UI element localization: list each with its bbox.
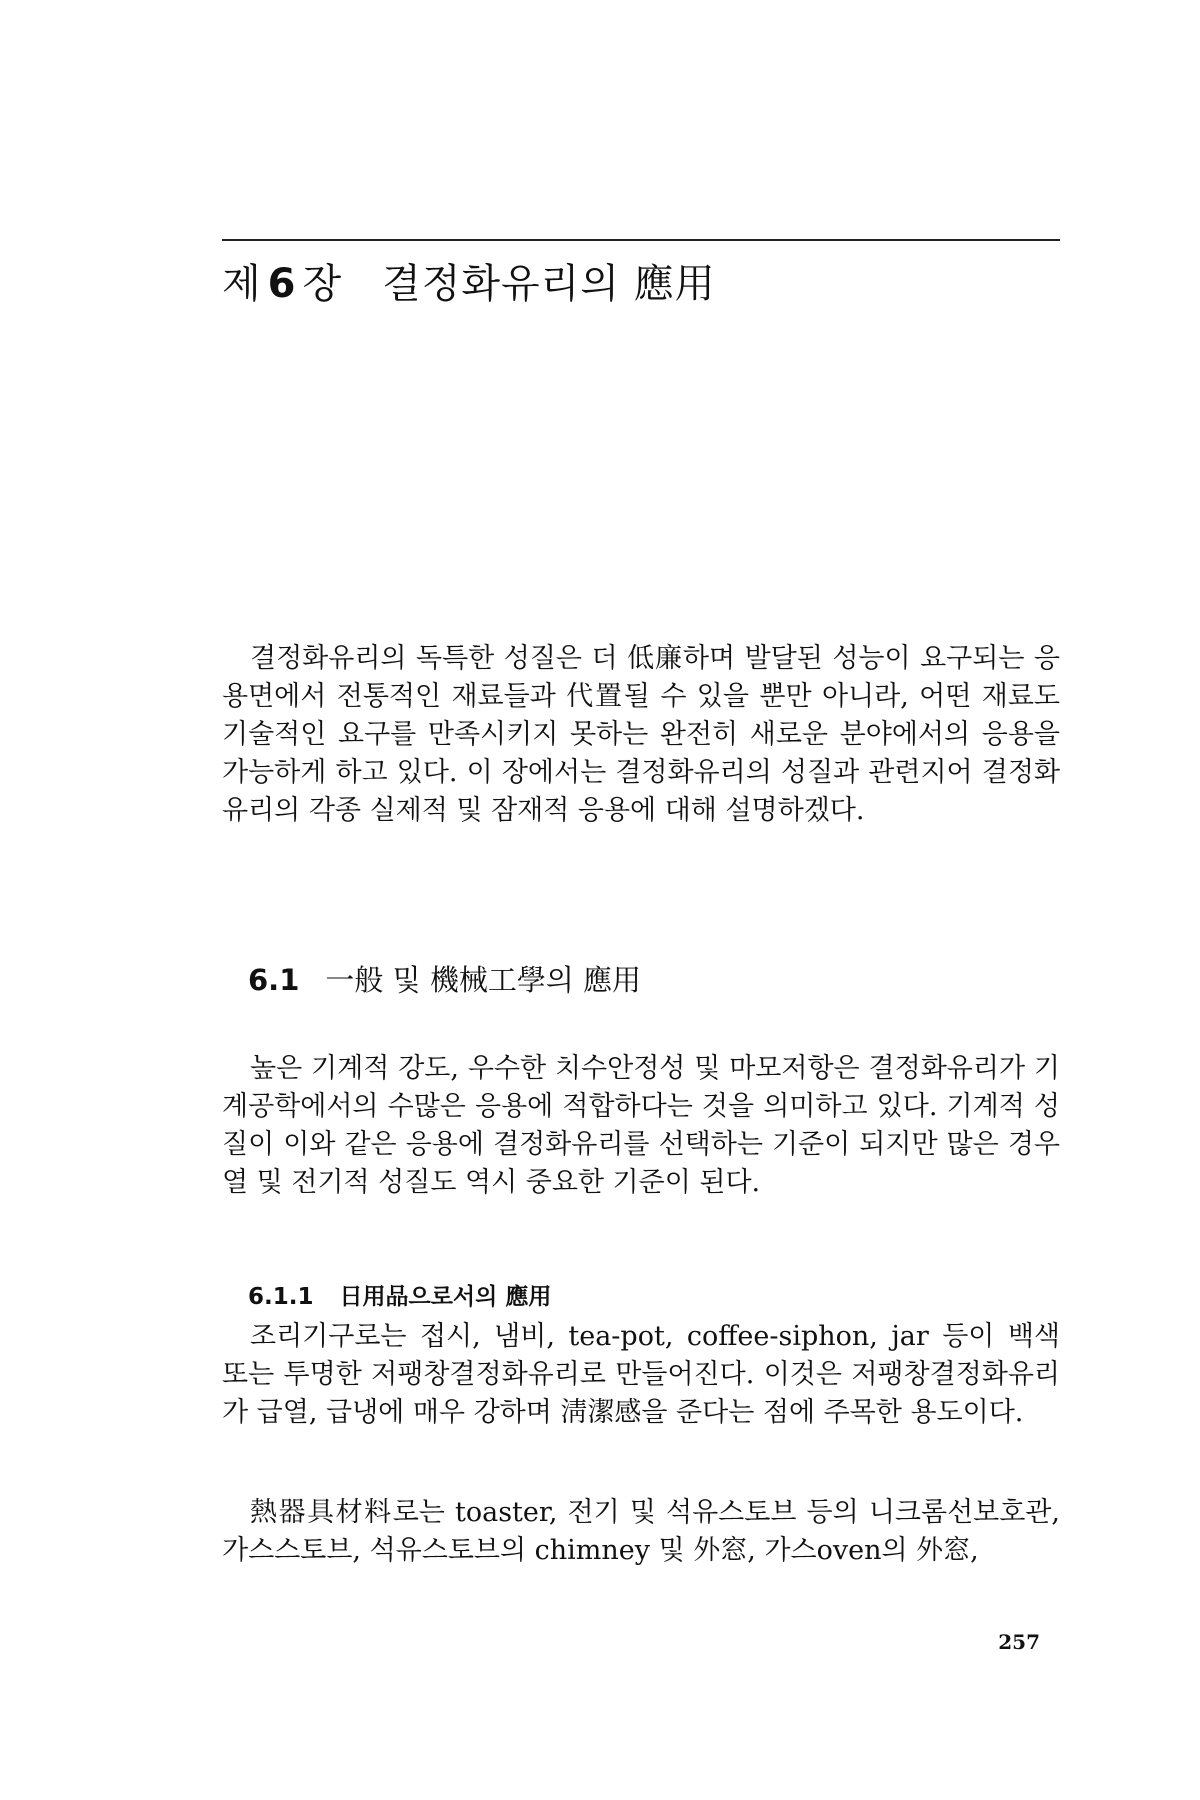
section-6-1-1-heading <box>248 1278 551 1311</box>
section-6-1-title: 一般 및 機械工學의 應用 <box>325 963 642 997</box>
chapter-suffix: 장 <box>302 261 343 307</box>
section-6-1-1-number: 6.1.1 <box>248 1284 314 1310</box>
chapter-heading <box>222 252 716 309</box>
chapter-top-rule <box>222 239 1060 241</box>
section-6-1-1-paragraph-1: 조리기구로는 접시, 냄비, tea-pot, coffee-siphon, jar 등이 백색 또는 투명한 저팽창결정화유리로 만들어진다. 이것은 저팽창결정화유리가 급열, 급냉에 매우 강하며 淸潔感을 준다는 점에 주목한 용도이다. <box>222 1321 1060 1428</box>
chapter-title-text: 결정화유리의 應用 <box>382 261 716 307</box>
section-6-1-1-paragraph-2: 熱器具材料로는 toaster, 전기 및 석유스토브 등의 니크롬선보호관, 가스스토브, 석유스토브의 chimney 및 外窓, 가스oven의 外窓, <box>222 1497 1060 1566</box>
chapter-prefix: 제 <box>222 261 262 307</box>
intro-paragraph: 결정화유리의 독특한 성질은 더 低廉하며 발달된 성능이 요구되는 응용면에서 전통적인 재료들과 代置될 수 있을 뿐만 아니라, 어떤 재료도 기술적인 요구를 만족시키지 못하는 완전히 새로운 분야에서의 응용을 가능하게 하고 있다. 이 장에서는 결정화유리의 성질과 관련지어 결정화유리의 각종 실제적 및 잠재적 응용에 대해 설명하겠다. <box>222 643 1060 826</box>
section-6-1-heading <box>248 958 641 999</box>
page-number: 257 <box>998 1630 1040 1654</box>
chapter-number: 6 <box>267 261 297 307</box>
section-6-1-paragraph: 높은 기계적 강도, 우수한 치수안정성 및 마모저항은 결정화유리가 기계공학에서의 수많은 응용에 적합하다는 것을 의미하고 있다. 기계적 성질이 이와 같은 응용에 결정화유리를 선택하는 기준이 되지만 많은 경우 열 및 전기적 성질도 역시 중요한 기준이 된다. <box>222 1053 1060 1198</box>
section-6-1-1-title: 日用品으로서의 應用 <box>339 1284 552 1310</box>
section-6-1-number: 6.1 <box>248 963 300 997</box>
